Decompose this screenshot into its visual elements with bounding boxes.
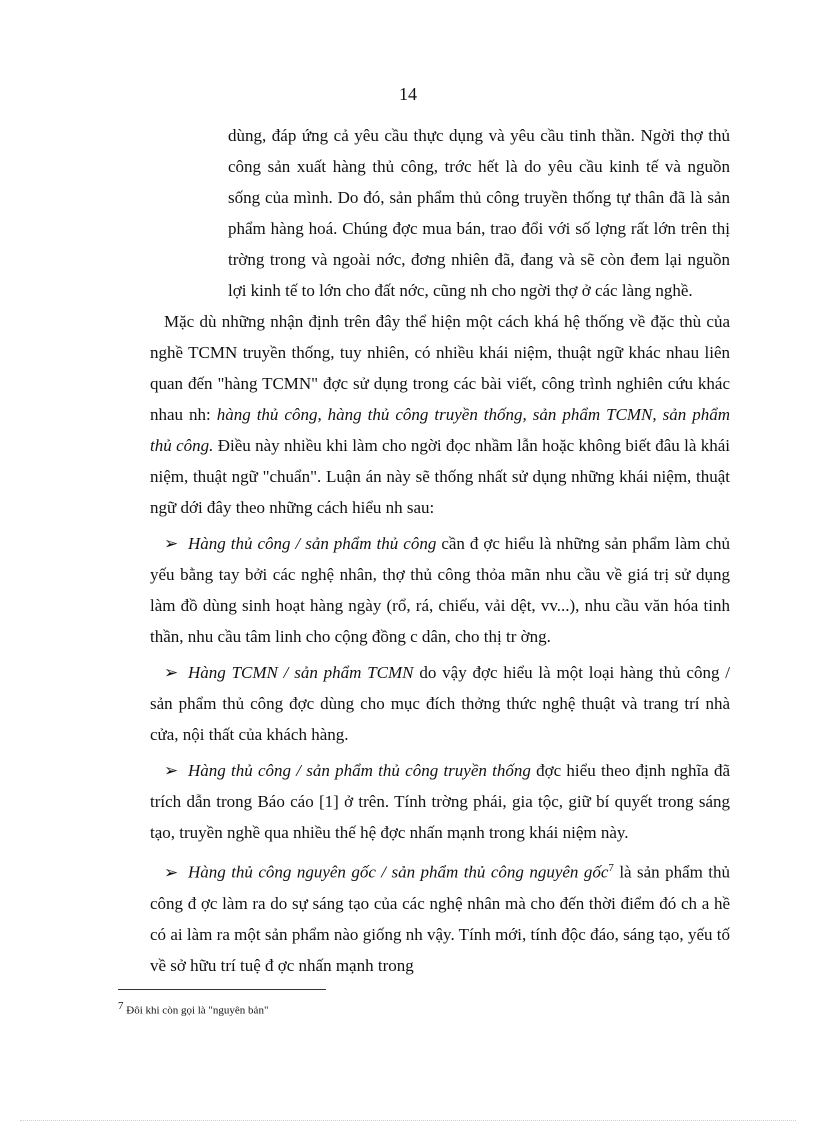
arrow-bullet-icon: ➢ — [164, 761, 179, 780]
block-quote: dùng, đáp ứng cả yêu cầu thực dụng và yêu cầu tinh thần. Ngời thợ thủ công sản xuất hàng thủ công, trớc hết là do yêu cầu kinh tế và nguồn sống của mình. Do đó, sản phẩm thủ công truyền thống tự thân đã là sản phẩm hàng hoá. Chúng đợc mua bán, trao đổi với số lợng rất lớn trên thị trờng trong và ngoài nớc, đơng nhiên đã, đang và sẽ còn đem lại nguồn lợi kinh tế to lớn cho đất nớc, cũng nh cho ngời thợ ở các làng nghề. — [228, 126, 730, 300]
intro-text-before: Mặc dù những nhận định trên đây thể hiện một cách khá hệ thống về đặc thù của nghề TCMN truyền thống, tuy nhiên, có nhiều khái niệm, thuật ngữ khác nhau liên quan đến "hàng TCMN" đợc sử dụng trong các bài viết, công trình nghiên cứu khác nhau nh: — [150, 312, 730, 424]
footnote-text: Đôi khi còn gọi là "nguyên bản" — [126, 1004, 269, 1017]
definition-item — [150, 528, 730, 652]
definition-term: Hàng thủ công / sản phẩm thủ công — [188, 534, 437, 553]
page-number: 14 — [399, 84, 417, 104]
definition-text: do vậy đợc hiểu là một loại hàng thủ công / sản phẩm thủ công đợc dùng cho mục đích thởng thức nghệ thuật và trang trí nhà cửa, nội thất của khách hàng. — [150, 663, 731, 744]
footnote — [118, 999, 268, 1018]
intro-paragraph — [150, 306, 730, 523]
definition-term: Hàng TCMN / sản phẩm TCMN — [188, 663, 414, 682]
definition-text: cần đ ợc hiểu là những sản phẩm làm chủ yếu bằng tay bởi các nghệ nhân, thợ thủ công thỏa mãn nhu cầu về giá trị sử dụng làm đồ dùng sinh hoạt hàng ngày (rổ, rá, chiếu, vải dệt, vv...), nhu cầu văn hóa tinh thần, nhu cầu tâm linh cho cộng đồng c dân, cho thị tr ờng. — [150, 534, 731, 646]
definition-term: Hàng thủ công nguyên gốc / sản phẩm thủ công nguyên gốc — [188, 862, 609, 882]
definition-term: Hàng thủ công / sản phẩm thủ công truyền thống — [188, 761, 531, 780]
page-body — [150, 120, 730, 981]
intro-terms: hàng thủ công, hàng thủ công truyền thống, sản phẩm TCMN, sản phẩm thủ công. — [150, 405, 730, 455]
intro-text-after: Điều này nhiều khi làm cho ngời đọc nhầm lẫn hoặc không biết đâu là khái niệm, thuật ngữ "chuẩn". Luận án này sẽ thống nhất sử dụng những khái niệm, thuật ngữ dới đây theo những cách hiểu nh sau: — [150, 436, 730, 517]
definition-item — [150, 853, 730, 981]
footnote-mark: 7 — [118, 1000, 124, 1012]
definition-item — [150, 755, 730, 848]
footnote-divider — [118, 989, 326, 990]
definition-text: đợc hiểu theo định nghĩa đã trích dẫn trong Báo cáo [1] ở trên. Tính trờng phái, gia tộc, giữ bí quyết trong sáng tạo, truyền nghề qua nhiều thế hệ đợc nhấn mạnh trong khái niệm này. — [150, 761, 731, 842]
definition-item — [150, 657, 730, 750]
arrow-bullet-icon: ➢ — [164, 862, 179, 882]
arrow-bullet-icon: ➢ — [164, 663, 179, 682]
footnote-reference[interactable]: 7 — [608, 862, 614, 874]
arrow-bullet-icon: ➢ — [164, 534, 179, 553]
page-bottom-edge — [20, 1120, 796, 1121]
definition-text: là sản phẩm thủ công đ ợc làm ra do sự sáng tạo của các nghệ nhân mà cho đến thời điểm đó ch a hề có ai làm ra một sản phẩm nào giống nh vậy. Tính mới, tính độc đáo, sáng tạo, yếu tố về sở hữu trí tuệ đ ợc nhấn mạnh trong — [150, 862, 731, 975]
